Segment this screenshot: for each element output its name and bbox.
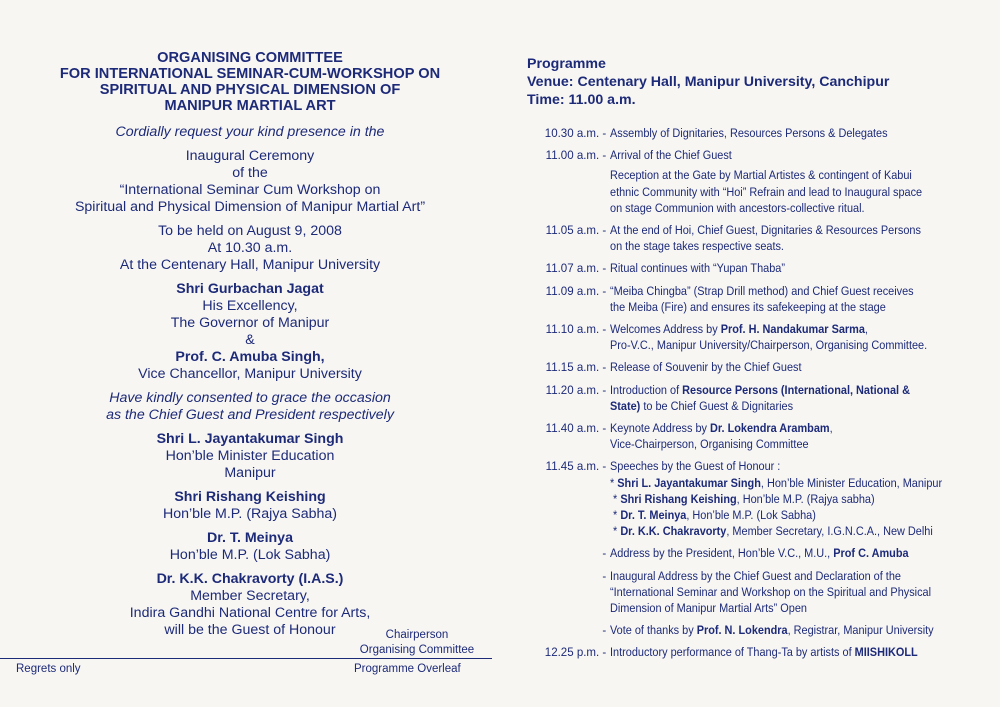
programme-item: 11.05 a.m. - At the end of Hoi, Chief Guest, Dignitaries & Resources Persons on the stage takes respective seats. [545,223,921,254]
programme-overleaf-note: Programme Overleaf [354,663,461,675]
divider-line [0,658,492,659]
speaker-name: Prof. N. Lokendra [696,623,788,638]
chairperson-signature: Chairperson Organising Committee [359,629,475,656]
president-block: Prof. C. Amuba Singh, Vice Chancellor, Manipur University [138,349,362,382]
programme-item: 11.10 a.m. - Welcomes Address by Prof. H. Nandakumar Sarma, Pro-V.C., Manipur University/Chairperson, Organising Committee. [545,322,928,353]
programme-item: 11.09 a.m. - “Meiba Chingba” (Strap Drill method) and Chief Guest receives the Meiba (Fire) and ensures its safekeeping at the stage [545,283,914,314]
speaker-name: Prof C. Amuba [833,546,909,561]
guest-of-honour-1: Shri L. Jayantakumar Singh Hon’ble Minister Education Manipur [156,431,344,481]
programme-item: 12.25 p.m. - Introductory performance of Thang-Ta by artists of MIISHIKOLL [544,645,918,660]
sub-speaker: * Dr. K.K. Chakravorty, Member Secretary, I.G.N.C.A., New Delhi [613,524,933,539]
guest-of-honour-3: Dr. T. Meinya Hon’ble M.P. (Lok Sabha) [169,530,331,563]
sub-speaker: * Shri Rishang Keishing, Hon’ble M.P. (Rajya sabha) [613,491,875,506]
programme-item: - Vote of thanks by Prof. N. Lokendra, Registrar, Manipur University [602,623,934,638]
programme-venue: Venue: Centenary Hall, Manipur University, Canchipur [527,74,890,90]
guest-of-honour-2: Shri Rishang Keishing Hon’ble M.P. (Rajya Sabha) [162,489,338,522]
programme-item: 10.30 a.m. - Assembly of Dignitaries, Resources Persons & Delegates [544,126,888,140]
programme-time: Time: 11.00 a.m. [527,92,636,108]
ampersand: & [245,332,255,348]
speaker-name: Prof. H. Nandakumar Sarma [720,322,865,337]
programme-item: 11.40 a.m. - Keynote Address by Dr. Lokendra Arambam, Vice-Chairperson, Organising Committee [545,421,833,452]
programme-item: 11.15 a.m. - Release of Souvenir by the Chief Guest [545,360,802,375]
request-line: Cordially request your kind presence in the [115,124,385,140]
date-venue-block: To be held on August 9, 2008 At 10.30 a.m. At the Centenary Hall, Manipur University [119,223,381,273]
programme-item: - Address by the President, Hon’ble V.C., M.U., Prof C. Amuba [602,546,909,561]
programme-item: - Inaugural Address by the Chief Guest and Declaration of the “International Seminar and Workshop on the Spiritual and Physical Dimension of Manipur Martial Arts” Open [602,568,932,616]
programme-item: Reception at the Gate by Martial Artistes & contingent of Kabui ethnic Community with “Hoi” Refrain and lead to Inaugural space on stage Communion with ancestors-collective ritual. [610,168,923,215]
regrets-note: Regrets only [16,663,81,675]
programme-item: 11.00 a.m. - Arrival of the Chief Guest [545,148,732,163]
guest-of-honour-4: Dr. K.K. Chakravorty (I.A.S.) Member Secretary, Indira Gandhi National Centre for Arts, will be the Guest of Honour [129,571,371,638]
speaker-name: Dr. Lokendra Arambam [710,421,830,436]
sub-speaker: * Dr. T. Meinya, Hon’ble M.P. (Lok Sabha) [613,508,816,523]
programme-heading: Programme [527,56,606,72]
invitation-title: ORGANISING COMMITTEE FOR INTERNATIONAL SEMINAR-CUM-WORKSHOP ON SPIRITUAL AND PHYSICAL DIMENSION OF MANIPUR MARTIAL ART [59,50,441,114]
sub-speaker: * Shri L. Jayantakumar Singh, Hon’ble Minister Education, Manipur [610,475,943,490]
consent-block: Have kindly consented to grace the occasion as the Chief Guest and President respectively [106,390,394,423]
invitation-panel [0,50,500,639]
programme-item: 11.07 a.m. - Ritual continues with “Yupan Thaba” [545,261,785,276]
chief-guest-block: Shri Gurbachan Jagat His Excellency, The Governor of Manipur & [0,281,500,349]
ceremony-block: Inaugural Ceremony of the “International Seminar Cum Workshop on Spiritual and Physical Dimension of Manipur Martial Art” [74,148,426,215]
programme-item: 11.45 a.m. - Speeches by the Guest of Honour : * Shri L. Jayantakumar Singh, Hon’ble Minister Education, Manipur * Shri Rishang Keishing, Hon’ble M.P. (Rajya sabha) * Dr. T. Meinya, Hon’ble M.P. (Lok Sabha) * Dr. K.K. Chakravorty, Member Secretary, I.G.N.C.A., New Delhi [545,459,943,539]
programme-item: 11.20 a.m. - Introduction of Resource Persons (International, National & State) to be Chief Guest & Dignitaries [545,382,910,413]
programme-header [527,55,987,109]
programme-panel [527,55,987,667]
